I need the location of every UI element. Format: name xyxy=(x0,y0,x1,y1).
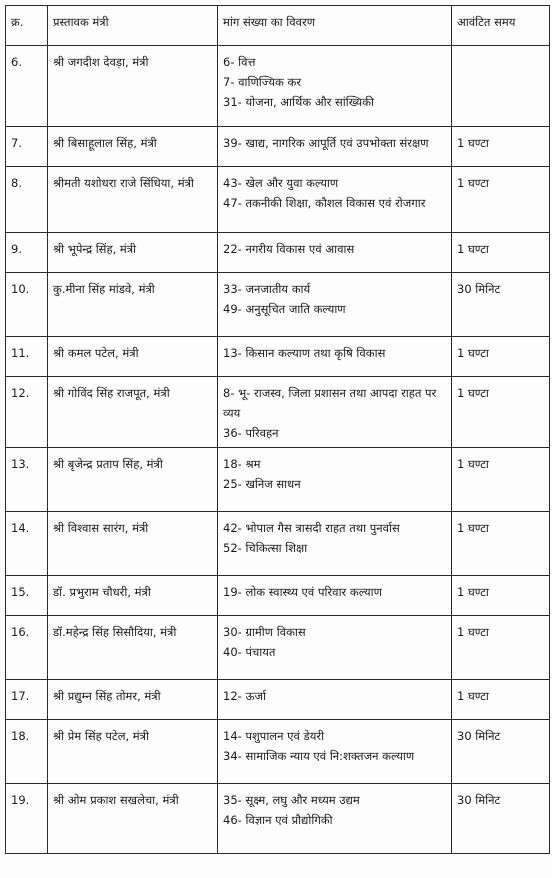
demand-item: 30- ग्रामीण विकास xyxy=(223,625,306,639)
allotted-time-cell: 1 घण्टा xyxy=(452,616,550,680)
serial-number-cell: 10. xyxy=(6,273,48,337)
serial-number-cell: 15. xyxy=(6,576,48,616)
serial-number-cell: 13. xyxy=(6,448,48,512)
table-row xyxy=(6,377,550,448)
serial-number-cell: 11. xyxy=(6,337,48,377)
demand-details-cell xyxy=(218,616,452,680)
minister-cell: श्री जगदीश देवड़ा, मंत्री xyxy=(48,46,218,127)
table-row xyxy=(6,616,550,680)
allotted-time-cell: 30 मिनिट xyxy=(452,720,550,784)
serial-number-cell: 16. xyxy=(6,616,48,680)
demand-item: 18- श्रम xyxy=(223,457,261,471)
demand-item: 40- पंचायत xyxy=(223,645,276,659)
demand-item: 6- वित्त xyxy=(223,55,256,69)
minister-cell: डॉ.महेन्द्र सिंह सिसौदिया, मंत्री xyxy=(48,616,218,680)
header-minister: प्रस्तावक मंत्री xyxy=(48,6,218,46)
serial-number-cell: 6. xyxy=(6,46,48,127)
minister-cell: श्री ओम प्रकाश सखलेचा, मंत्री xyxy=(48,784,218,854)
demand-item: 19- लोक स्वास्थ्य एवं परिवार कल्याण xyxy=(223,585,382,599)
header-demand-details: मांग संख्या का विवरण xyxy=(218,6,452,46)
allotted-time-cell: 1 घण्टा xyxy=(452,233,550,273)
demand-details-cell xyxy=(218,377,452,448)
table-row xyxy=(6,680,550,720)
demand-item: 7- वाणिज्यिक कर xyxy=(223,75,302,89)
demand-details-cell xyxy=(218,448,452,512)
serial-number-cell: 9. xyxy=(6,233,48,273)
allotted-time-cell: 1 घण्टा xyxy=(452,167,550,233)
table-row xyxy=(6,576,550,616)
serial-number-cell: 8. xyxy=(6,167,48,233)
table-header-row xyxy=(6,6,550,46)
minister-cell: श्री भूपेन्द्र सिंह, मंत्री xyxy=(48,233,218,273)
serial-number-cell: 14. xyxy=(6,512,48,576)
table-row xyxy=(6,448,550,512)
demand-item: 14- पशुपालन एवं डेयरी xyxy=(223,729,325,743)
allotted-time-cell: 1 घण्टा xyxy=(452,448,550,512)
table-row xyxy=(6,720,550,784)
allotted-time-cell: 1 घण्टा xyxy=(452,337,550,377)
table-row xyxy=(6,337,550,377)
table-row xyxy=(6,167,550,233)
demand-details-cell xyxy=(218,127,452,167)
demand-item: 8- भू- राजस्व, जिला प्रशासन तथा आपदा राहत पर व्यय xyxy=(223,386,437,420)
header-serial-number: क्र. xyxy=(6,6,48,46)
table-row xyxy=(6,46,550,127)
allotted-time-cell: 1 घण्टा xyxy=(452,377,550,448)
minister-cell: श्रीमती यशोधरा राजे सिंधिया, मंत्री xyxy=(48,167,218,233)
demand-details-cell xyxy=(218,720,452,784)
minister-cell: श्री प्रेम सिंह पटेल, मंत्री xyxy=(48,720,218,784)
demand-item: 36- परिवहन xyxy=(223,426,279,440)
serial-number-cell: 7. xyxy=(6,127,48,167)
allotted-time-cell xyxy=(452,46,550,127)
table-body xyxy=(6,46,550,854)
serial-number-cell: 12. xyxy=(6,377,48,448)
demand-details-cell xyxy=(218,273,452,337)
demand-item: 46- विज्ञान एवं प्रौद्योगिकी xyxy=(223,813,333,827)
demand-item: 25- खनिज साधन xyxy=(223,477,301,491)
header-allotted-time: आवंटित समय xyxy=(452,6,550,46)
demand-item: 47- तकनीकी शिक्षा, कौशल विकास एवं रोजगार xyxy=(223,196,426,210)
minister-cell: श्री कमल पटेल, मंत्री xyxy=(48,337,218,377)
demand-allocation-table xyxy=(5,5,550,854)
demand-details-cell xyxy=(218,337,452,377)
demand-details-cell xyxy=(218,233,452,273)
serial-number-cell: 17. xyxy=(6,680,48,720)
allotted-time-cell: 30 मिनिट xyxy=(452,273,550,337)
demand-details-cell xyxy=(218,167,452,233)
allotted-time-cell: 1 घण्टा xyxy=(452,127,550,167)
minister-cell: श्री बृजेन्द्र प्रताप सिंह, मंत्री xyxy=(48,448,218,512)
demand-item: 39- खाद्य, नागरिक आपूर्ति एवं उपभोक्ता संरक्षण xyxy=(223,136,429,150)
serial-number-cell: 18. xyxy=(6,720,48,784)
allotted-time-cell: 1 घण्टा xyxy=(452,576,550,616)
demand-details-cell xyxy=(218,576,452,616)
minister-cell: कु.मीना सिंह मांडवे, मंत्री xyxy=(48,273,218,337)
table-row xyxy=(6,784,550,854)
demand-item: 35- सूक्ष्म, लघु और मध्यम उद्यम xyxy=(223,793,360,807)
table-row xyxy=(6,127,550,167)
minister-cell: डॉ. प्रभुराम चौधरी, मंत्री xyxy=(48,576,218,616)
demand-item: 13- किसान कल्याण तथा कृषि विकास xyxy=(223,346,386,360)
table-row xyxy=(6,512,550,576)
minister-cell: श्री बिसाहूलाल सिंह, मंत्री xyxy=(48,127,218,167)
demand-item: 43- खेल और युवा कल्याण xyxy=(223,176,339,190)
demand-details-cell xyxy=(218,46,452,127)
demand-item: 34- सामाजिक न्याय एवं नि:शक्तजन कल्याण xyxy=(223,749,415,763)
allotted-time-cell: 1 घण्टा xyxy=(452,680,550,720)
demand-item: 12- ऊर्जा xyxy=(223,689,266,703)
demand-details-cell xyxy=(218,680,452,720)
demand-item: 22- नगरीय विकास एवं आवास xyxy=(223,242,355,256)
demand-item: 42- भोपाल गैस त्रासदी राहत तथा पुनर्वास xyxy=(223,521,400,535)
allotted-time-cell: 1 घण्टा xyxy=(452,512,550,576)
serial-number-cell: 19. xyxy=(6,784,48,854)
demand-details-cell xyxy=(218,784,452,854)
minister-cell: श्री गोविंद सिंह राजपूत, मंत्री xyxy=(48,377,218,448)
demand-item: 33- जनजातीय कार्य xyxy=(223,282,311,296)
allotted-time-cell: 30 मिनिट xyxy=(452,784,550,854)
minister-cell: श्री प्रद्युम्न सिंह तोमर, मंत्री xyxy=(48,680,218,720)
table-row xyxy=(6,233,550,273)
demand-details-cell xyxy=(218,512,452,576)
table-row xyxy=(6,273,550,337)
demand-item: 52- चिकित्सा शिक्षा xyxy=(223,541,308,555)
demand-item: 49- अनुसूचित जाति कल्याण xyxy=(223,302,346,316)
demand-item: 31- योजना, आर्थिक और सांख्यिकी xyxy=(223,95,374,109)
minister-cell: श्री विश्वास सारंग, मंत्री xyxy=(48,512,218,576)
